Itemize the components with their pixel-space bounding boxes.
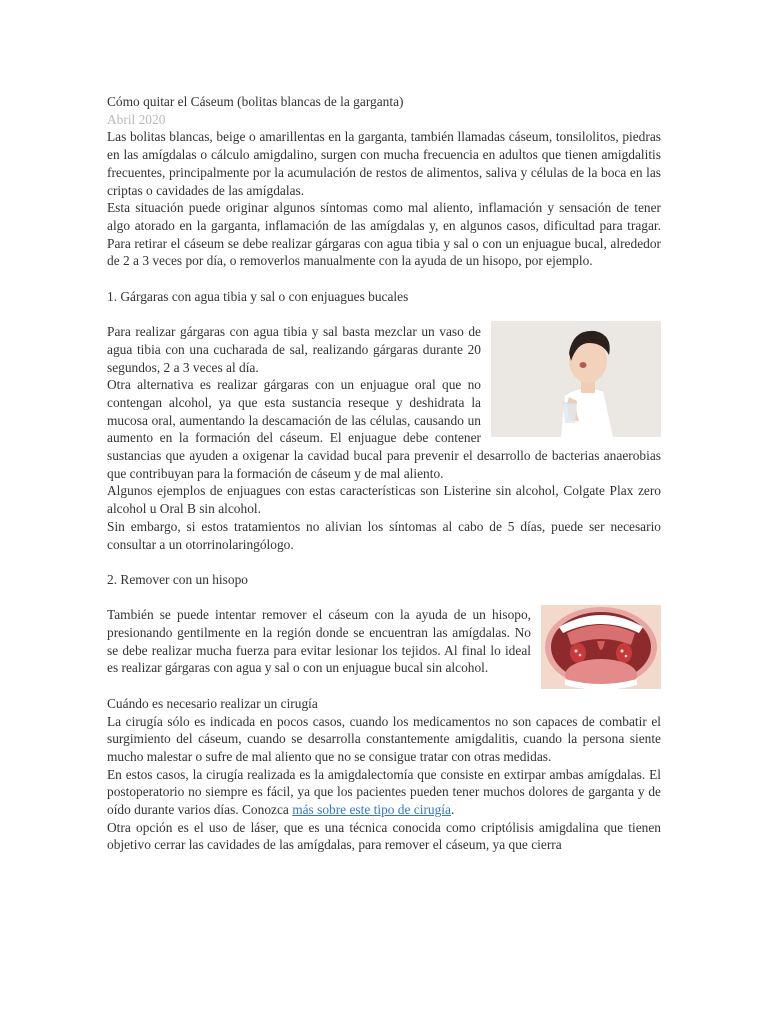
open-mouth-image <box>541 605 661 689</box>
article-date: Abril 2020 <box>107 111 166 127</box>
section3-paragraph-2 <box>107 766 661 819</box>
article-title: Cómo quitar el Cáseum (bolitas blancas de la garganta) <box>107 94 404 109</box>
section3-paragraph-2-text: En estos casos, la cirugía realizada es la amigdalectomía que consiste en extirpar ambas amígdalas. El postoperatorio no siempre es fácil, ya que los pacientes pueden tener muchos dolores de garganta y de oído durante varios días. Conozca <box>107 766 661 818</box>
section3-paragraph-3: Otra opción es el uso de láser, que es una técnica conocida como criptólisis amigdalina que tienen objetivo cerrar las cavidades de las amígdalas, para remover el cáseum, ya que cierra <box>107 819 661 853</box>
section1-paragraph-4: Sin embargo, si estos tratamientos no alivian los síntomas al cabo de 5 días, puede ser necesario consultar a un otorrinolaringólogo. <box>107 518 661 552</box>
section3-heading: Cuándo es necesario realizar un cirugía <box>107 695 318 711</box>
section2-heading: 2. Remover con un hisopo <box>107 571 248 587</box>
section1-paragraph-1: Para realizar gárgaras con agua tibia y sal basta mezclar un vaso de agua tibia con una cucharada de sal, realizando gárgaras durante 20 segundos, 2 a 3 veces al día. <box>107 324 481 375</box>
section3-paragraph-1: La cirugía sólo es indicada en pocos casos, cuando los medicamentos no son capaces de combatir el surgimiento del cáseum, cuando se desarrolla constantemente amigdalitis, cuando la persona siente mucho malestar o sufre de mal aliento que no se consigue tratar con otras medidas. <box>107 713 661 764</box>
spacer <box>107 589 661 607</box>
child-gargling-image <box>491 321 661 437</box>
section1-heading: 1. Gárgaras con agua tibia y sal o con enjuagues bucales <box>107 288 409 304</box>
surgery-info-link[interactable]: más sobre este tipo de cirugía <box>292 802 451 818</box>
article <box>107 93 661 854</box>
spacer <box>107 270 661 288</box>
intro-paragraph-2: Esta situación puede originar algunos síntomas como mal aliento, inflamación y sensación de tener algo atorado en la garganta, inflamación de las amígdalas y, en algunos casos, dificultad para tragar. Para retirar el cáseum se debe realizar gárgaras con agua tibia y sal o con un enjuague bucal, alrededor de 2 a 3 veces por día, o removerlos manualmente con la ayuda de un hisopo, por ejemplo. <box>107 200 661 269</box>
section1-paragraph-2: Otra alternativa es realizar gárgaras con un enjuague oral que no contengan alcohol, ya que esta sustancia reseque y deshidrata la mucosa oral, aumentando la descamación de las células, causando un aumento en la formación del cáseum. El enjuague debe contener sustancias que ayuden a oxigenar la cavidad bucal para prevenir el desarrollo de bacterias anaerobias que contribuyan para la formación de cáseum y de mal aliento. <box>107 377 661 481</box>
spacer <box>107 553 661 571</box>
intro-paragraph-1: Las bolitas blancas, beige o amarillentas en la garganta, también llamadas cáseum, tonsilolitos, piedras en las amígdalas o cálculo amigdalino, surgen con mucha frecuencia en adultos que tienen amigdalitis frecuentes, principalmente por la acumulación de restos de alimentos, saliva y células de la boca en las criptas o cavidades de las amígdalas. <box>107 129 661 198</box>
section3-paragraph-2-end: . <box>450 802 455 818</box>
section2-paragraph: También se puede intentar remover el cáseum con la ayuda de un hisopo, presionando gentilmente en la región donde se encuentran las amígdalas. No se debe realizar mucha fuerza para evitar lesionar los tejidos. Al final lo ideal es realizar gárgaras con agua y sal o con un enjuague bucal sin alcohol. <box>107 607 531 676</box>
section1-paragraph-3: Algunos ejemplos de enjuagues con estas características son Listerine sin alcohol, Colgate Plax zero alcohol u Oral B sin alcohol. <box>107 483 661 517</box>
